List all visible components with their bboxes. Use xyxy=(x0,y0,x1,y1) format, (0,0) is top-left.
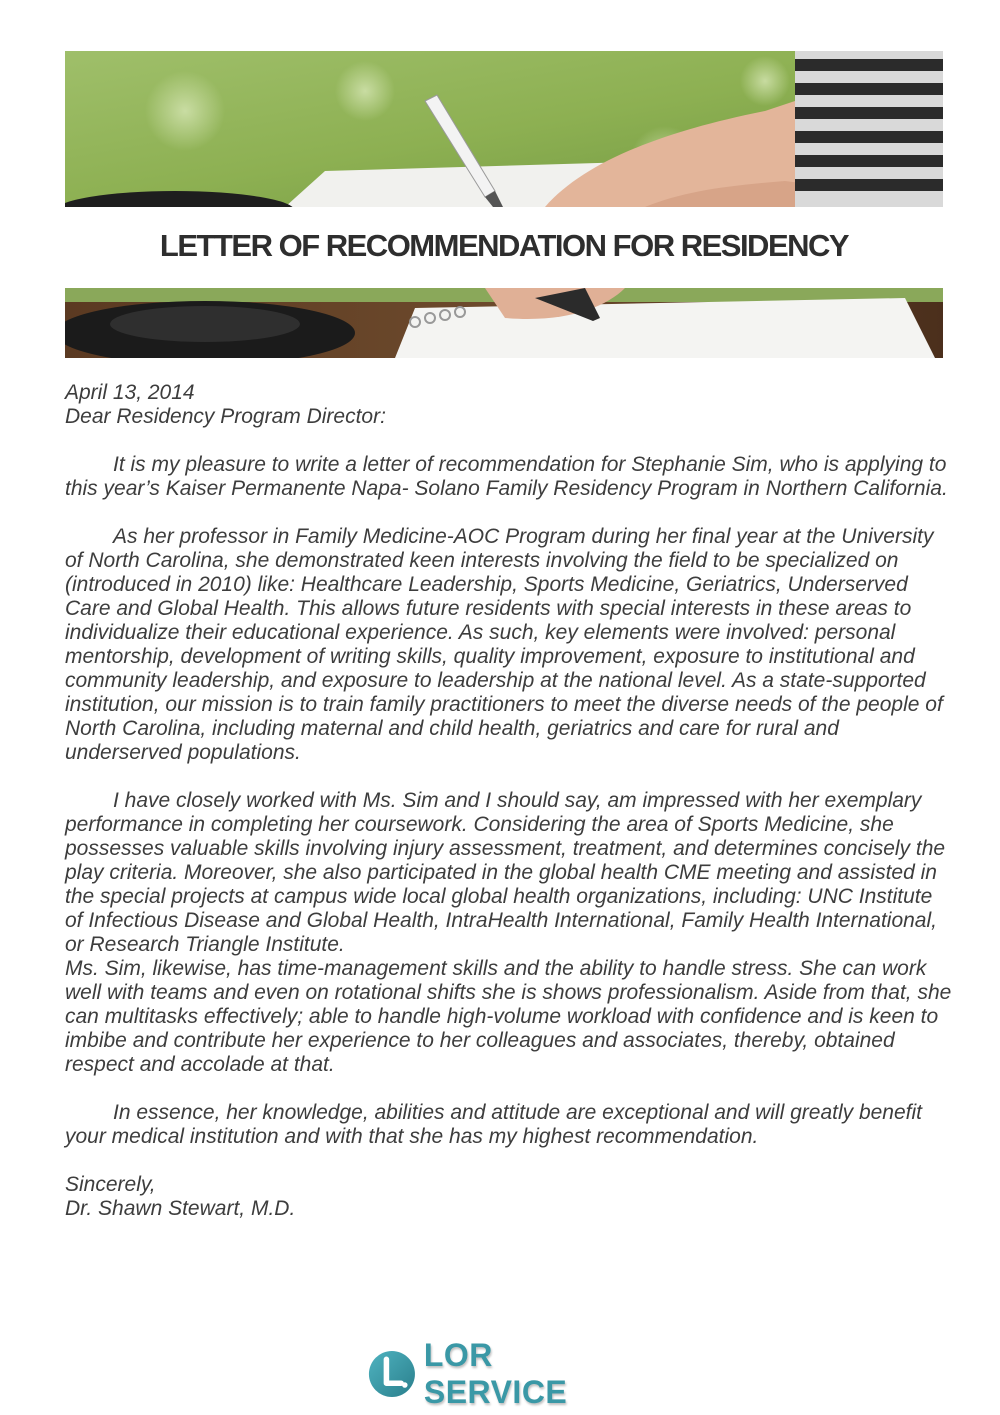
logo-text: LOR SERVICE xyxy=(423,1337,568,1410)
letter-paragraph: It is my pleasure to write a letter of recommendation for Stephanie Sim, who is applying to this year’s Kaiser Permanente Napa- Solano Family Residency Program in Northern California. xyxy=(65,453,948,500)
letter-paragraph: Ms. Sim, likewise, has time-management skills and the ability to handle stress. She can work well with teams and even on rotational shifts she is shows professionalism. Aside from that, she can multitasks effectively; able to handle high-volume workload with confidence and is keen to imbibe and contribute her experience to her colleagues and associates, thereby, obtained respect and accolade at that. xyxy=(65,957,952,1076)
banner-photo-top xyxy=(65,51,943,207)
lor-service-logo xyxy=(368,1337,628,1410)
letter-closing: Sincerely, xyxy=(65,1173,156,1196)
letter-paragraph: In essence, her knowledge, abilities and attitude are exceptional and will greatly benefit your medical institution and with that she has my highest recommendation. xyxy=(65,1101,923,1148)
page-title: LETTER OF RECOMMENDATION FOR RESIDENCY xyxy=(159,228,849,263)
letter-paragraph: I have closely worked with Ms. Sim and I should say, am impressed with her exemplary performance in completing her coursework. Considering the area of Sports Medicine, she possesses valuable skills involving injury assessment, treatment, and determines concisely the play criteria. Moreover, she also participated in the global health CME meeting and assisted in the special projects at campus wide local global health organizations, including: UNC Institute of Infectious Disease and Global Health, IntraHealth International, Family Health International, or Research Triangle Institute. xyxy=(65,789,946,956)
letter-date: April 13, 2014 xyxy=(65,381,195,404)
lor-logo-icon xyxy=(368,1348,416,1400)
letter-salutation: Dear Residency Program Director: xyxy=(65,405,386,428)
letter-signature: Dr. Shawn Stewart, M.D. xyxy=(65,1197,296,1220)
banner-photo-bottom xyxy=(65,288,943,358)
letter-paragraph: As her professor in Family Medicine-AOC Program during her final year at the University of North Carolina, she demonstrated keen interests involving the field to be specialized on (introduced in 2010) like: Healthcare Leadership, Sports Medicine, Geriatrics, Underserved Care and Global Health. This allows future residents with special interests in these areas to individualize their educational experience. As such, key elements were involved: personal mentorship, development of writing skills, quality improvement, exposure to institutional and community leadership, and exposure to leadership at the national level. As a state-supported institution, our mission is to train family practitioners to meet the diverse needs of the people of North Carolina, including maternal and child health, geriatrics and care for rural and underserved populations. xyxy=(65,525,943,764)
letter-body xyxy=(65,381,955,1221)
